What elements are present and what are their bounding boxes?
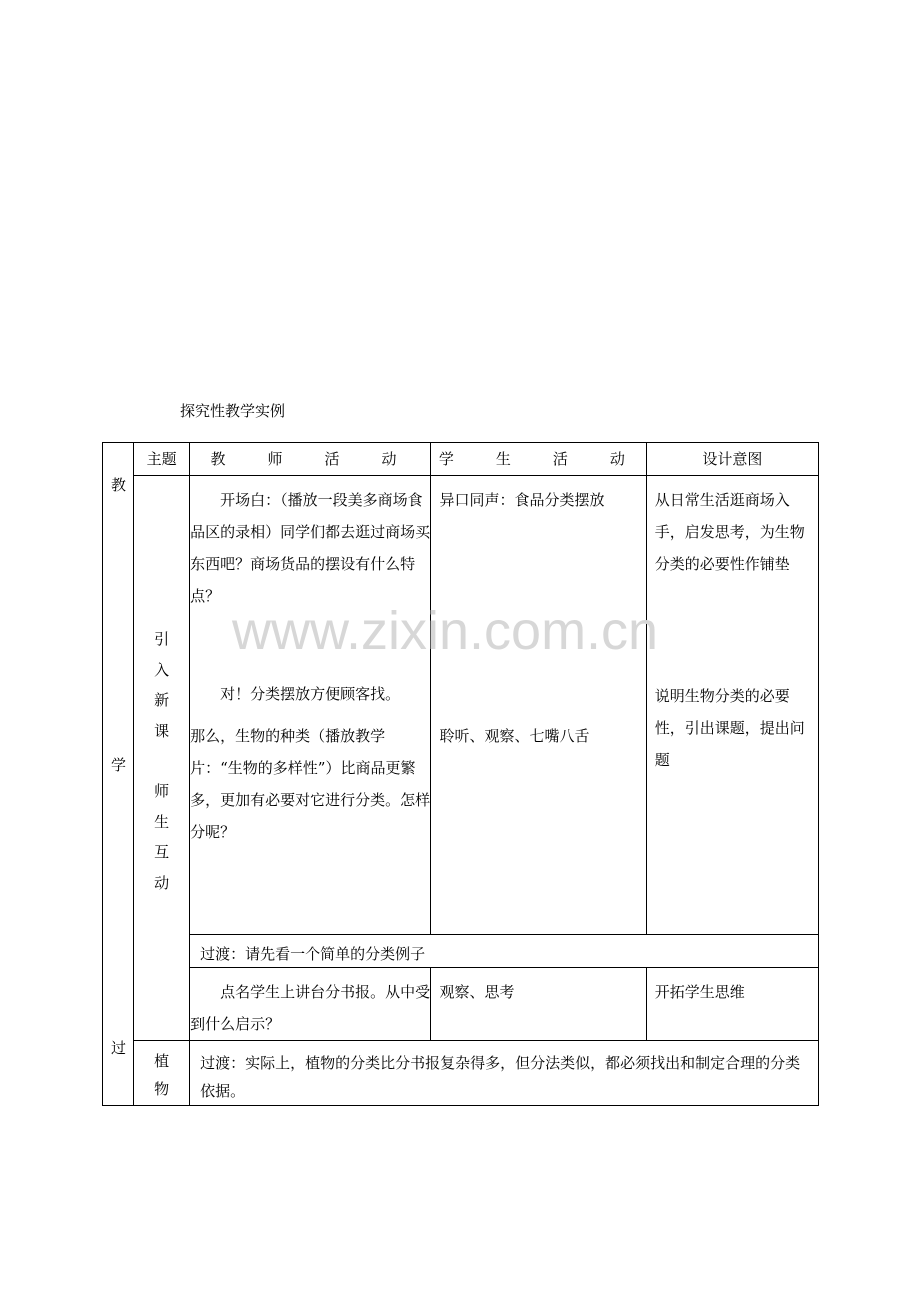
lesson-plan-table: [102, 442, 819, 1106]
topic-char: 植: [154, 1052, 170, 1070]
topic-char: 动: [154, 873, 170, 892]
topic-char: 课: [154, 721, 170, 740]
example-row: [103, 968, 819, 1041]
example-design-intent: 开拓学生思维: [646, 968, 818, 1041]
header-row: [103, 443, 819, 476]
example-teacher-activity: 点名学生上讲台分书报。从中受到什么启示？: [190, 968, 431, 1041]
intro-row: [103, 476, 819, 935]
topic-char: 引: [154, 630, 170, 648]
topic-char: 互: [154, 843, 170, 861]
topic-gap: [134, 746, 189, 776]
topic-char: 师: [154, 782, 170, 800]
plant-topic: [134, 1041, 190, 1106]
teaching-process-label: [103, 443, 134, 1106]
design-intent-2: 说明生物分类的必要性，引出课题，提出问题: [654, 687, 805, 769]
document-title: 探究性教学实例: [180, 402, 286, 420]
student-discussion: 聆听、观察、七嘴八舌: [439, 727, 590, 745]
teacher-response: 对！分类摆放方便顾客找。: [220, 685, 401, 703]
teacher-question: 那么，生物的种类（播放教学片：“生物的多样性”）比商品更繁多，更加有必要对它进行分类。怎样分呢？: [190, 727, 431, 841]
transition-row: [103, 935, 819, 968]
header-teacher-activity: 教 师 活 动: [190, 443, 431, 476]
design-intent-1: 从日常生活逛商场入手，启发思考，为生物分类的必要性作铺垫: [654, 491, 805, 573]
teacher-opening: 开场白：（播放一段美多商场食品区的录相）同学们都去逛过商场买东西吧？商场货品的摆设有什么特点？: [190, 491, 431, 605]
topic-char: 入: [154, 660, 170, 679]
side-label-char: 过: [110, 1039, 126, 1057]
student-answer: 异口同声：食品分类摆放: [439, 491, 605, 509]
header-design-intent: 设计意图: [646, 443, 818, 476]
plant-transition-text: 过渡：实际上，植物的分类比分书报复杂得多，但分法类似，都必须找出和制定合理的分类依据。: [190, 1041, 819, 1106]
watermark: www.zixin.com.cn: [232, 601, 659, 661]
header-topic: 主题: [134, 443, 190, 476]
side-label-char: 教: [110, 476, 126, 494]
plant-row: [103, 1041, 819, 1106]
intro-student-activity: [431, 476, 646, 935]
topic-char: 生: [154, 812, 170, 831]
header-student-activity: 学 生 活 动: [431, 443, 646, 476]
example-student-activity: 观察、思考: [431, 968, 646, 1041]
transition-text: 过渡：请先看一个简单的分类例子: [190, 935, 819, 968]
side-label-char: 学: [110, 756, 126, 774]
topic-char: 新: [154, 691, 170, 709]
intro-topic: [134, 476, 190, 1041]
intro-design-intent: [646, 476, 818, 935]
topic-char: 物: [154, 1080, 170, 1098]
intro-teacher-activity: [190, 476, 431, 935]
